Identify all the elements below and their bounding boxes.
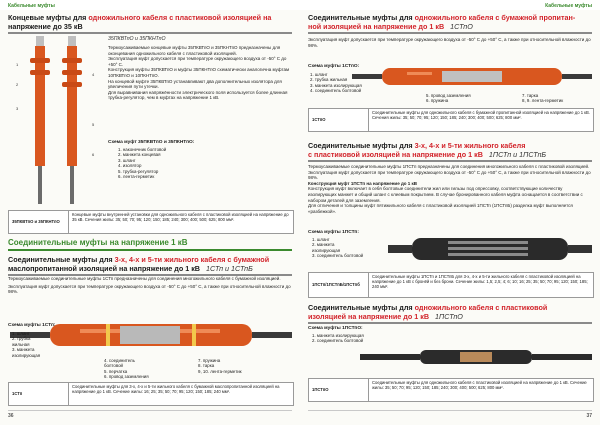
- legend-item: 3. шланг: [118, 157, 136, 163]
- title-highlight: одножильного кабеля с бумажной пропитан-: [414, 13, 576, 22]
- infobox-text: Соединительные муфты 1ПСТп и 1ПСТпБ для 3-х, 4-х и 5-ти жильного кабеля с пластиковой изоляцией на напряжение до 1 кВ с бронёй и без брони. Сечение жилы: 1,5; 2,5; 4; 6; 10; 16; 25; 35; 50; 70; 95; 120; 150; 185; 240 мм².: [372, 274, 588, 290]
- legend-item: 7. тарка: [522, 93, 539, 98]
- left-s2-legend-a: [12, 331, 40, 358]
- cable-end: [562, 74, 592, 79]
- right-s2-legend: [312, 237, 363, 259]
- left-s2-text: [8, 276, 292, 295]
- legend-item: 4. изолятор: [118, 163, 142, 169]
- right-section1-title: [308, 14, 592, 34]
- title-highlight: 3-х, 4-х и 5-ти жильного кабеля с бумажной: [114, 255, 270, 264]
- title-part: Соединительные муфты для: [308, 13, 415, 22]
- cable-end: [388, 245, 412, 253]
- paragraph: Конструкция муфт включает в себя болтовые соединители жил или гильзы под опрессовку, соответствующие количеству изолирующих манжет и общий шланг с клеевым покрытием. В случае бронированного кабеля муфта оснащается в соответствии с набором деталей для заземления.: [308, 186, 583, 203]
- legend-item: 9, 10. лента-герметик: [198, 368, 242, 374]
- legend-item: 5. перчатка: [104, 368, 128, 374]
- right-brand: Кабельные муфты: [545, 3, 592, 9]
- left-s2-infobox: [8, 382, 294, 406]
- title-part: Соединительные муфты для: [8, 255, 115, 264]
- skirt: [30, 70, 50, 75]
- legend-item: 1. наконечник болтовой: [118, 147, 167, 152]
- title-part: напряжение до 35 кВ: [8, 21, 83, 31]
- sealant-band: [192, 324, 196, 346]
- paragraph: Для отличения и толщины муфт пятижильного кабеля с пластиковой изоляцией 1ПСТп (1ПСТпБ) разделка муфт выполняется «разбежкой».: [308, 203, 573, 214]
- infobox-label: 1ПСТп/1ПСТпБ/1ПСТпб: [309, 273, 369, 297]
- joint-1pstpo-image: [360, 346, 592, 368]
- left-footer-line: [8, 410, 292, 411]
- right-s1-infobox: [308, 108, 594, 132]
- right-s1-scheme-caption: Схема муфты 1СТпО:: [308, 64, 360, 69]
- section-model: 1ПСТпО: [435, 311, 463, 321]
- body-right: [67, 46, 77, 166]
- legend-item: 5. трубка-регулятор: [118, 168, 159, 174]
- legend-item: 2. трубка жильная: [310, 77, 348, 83]
- legend-item: 2. трубка: [12, 336, 31, 342]
- paragraph: Эксплуатация муфт допускается при температуре окружающего воздуха от -50° С до +50° С, а также при относительной влажности до 98%.: [8, 283, 291, 295]
- paragraph: Конструкция муфты 35ПКВТпО и муфты 35ПКНТпО схематически аналогична муфтам 10ПКВТпО и 10ПКНТпО.: [108, 67, 290, 78]
- right-section2-title: [308, 142, 592, 162]
- paragraph: Термоусаживаемые концевые муфты 35ПКВТпО и 35ПКНТпО предназначены для оконцевания одножильного кабеля с пластиковой изоляцией.: [108, 45, 281, 56]
- svg-text:5: 5: [92, 122, 95, 127]
- legend-item: 7. пружина: [198, 358, 221, 363]
- right-s1-legend-c: [522, 93, 563, 104]
- legend-item: 2. манжета концевая: [118, 152, 161, 158]
- skirt: [62, 70, 82, 75]
- joint-1pstp-image: [388, 230, 592, 268]
- legend-item: 2. манжета: [312, 242, 335, 248]
- legend-item: 1. шланг: [12, 331, 30, 336]
- right-s1-legend-a: [310, 72, 362, 94]
- paragraph: Термоусаживаемые соединительные муфты 1СТп предназначены для соединения многожильного кабеля с бумажной изоляцией.: [8, 276, 281, 281]
- svg-text:1: 1: [16, 62, 19, 67]
- lug-left: [36, 36, 44, 46]
- skirt: [62, 82, 82, 87]
- title-highlight: ной изоляцией на напряжение до 1 кВ: [308, 21, 445, 31]
- infobox-text: Соединительные муфты для одножильного кабеля с пластиковой изоляцией на напряжение до 1 кВ. Сечение жилы: 35; 50; 70; 95; 120; 150; 185; 240; 300; 400; 500; 625; 800 мм².: [372, 380, 587, 391]
- legend-item: 8, 9. лента-герметик: [522, 98, 564, 104]
- left-page-number: 36: [8, 413, 14, 419]
- skirt: [30, 58, 50, 63]
- termination-kit-image: [12, 36, 104, 206]
- title-highlight: с пластиковой изоляцией на напряжение до 1 кВ: [308, 149, 483, 159]
- legend-item: болтовой: [104, 363, 124, 369]
- svg-text:3: 3: [16, 106, 19, 111]
- infobox-label: 1ПСТпО: [309, 379, 369, 401]
- legend-item: 6. провод заземления: [104, 374, 149, 380]
- right-s2-scheme-caption: Схема муфты 1ПСТп:: [308, 230, 359, 235]
- green-divider: [8, 249, 292, 251]
- right-s3-scheme-caption: Схема муфты 1ПСТпО:: [308, 326, 363, 331]
- left-section1-title: [8, 14, 292, 34]
- section-model: 1СТпО: [450, 21, 473, 31]
- right-s3-legend: [312, 333, 364, 344]
- legend-item: 3. манжета: [12, 347, 35, 353]
- legend-item: изолирующая: [12, 352, 41, 358]
- sealant-band: [106, 324, 110, 346]
- paragraph: Термоусаживаемые соединительные муфты 1ПСТп предназначены для соединения многожильного кабеля с пластиковой изоляцией. Эксплуатация муфт допускается при температуре окружающего воздуха от -50° С до +50° С, а также при относительной влажности до 98%.: [308, 164, 591, 181]
- skirt: [62, 58, 82, 63]
- legend-item: 6. лента-герметик: [118, 174, 155, 180]
- left-green-heading: Соединительные муфты на напряжение 1 кВ: [8, 238, 188, 247]
- paragraph: Для выравнивания напряжённости электрического поля используется более длинная трубка-регулятор, чем в муфтах на напряжение 1 кВ.: [108, 89, 288, 101]
- title-highlight: одножильного кабеля с пластиковой: [414, 303, 548, 312]
- title-part: Соединительные муфты для: [308, 141, 415, 150]
- left-section2-title: [8, 256, 292, 276]
- connector-zone: [120, 326, 180, 344]
- joint-1ctpo-image: [352, 62, 592, 92]
- cable-left: [38, 166, 42, 204]
- cable-right: [70, 166, 74, 204]
- left-s1-model: 35ПКВТпО и 35ПКНТпО: [108, 36, 166, 42]
- infobox-label: 1СТп: [9, 383, 69, 405]
- legend-item: 8. тарка: [198, 363, 215, 369]
- title-part: маслопропитанной изоляцией на напряжение до 1 кВ: [8, 263, 200, 273]
- left-s1-legend: [118, 147, 166, 179]
- legend-item: 1. шланг: [310, 72, 328, 77]
- right-s2-text: [308, 164, 592, 214]
- title-highlight: изоляцией на напряжение до 1 кВ: [308, 311, 430, 321]
- core-line: [448, 241, 528, 244]
- right-s3-infobox: [308, 378, 594, 402]
- connector-zone: [460, 352, 492, 362]
- left-s2-legend-b: [104, 358, 149, 380]
- svg-text:2: 2: [16, 82, 19, 87]
- joint-1ctp-image: [10, 312, 292, 358]
- svg-text:6: 6: [92, 152, 95, 157]
- right-s1-text: Эксплуатация муфт допускается при температуре окружающего воздуха от -50° С до +50° С, а также при относительной влажности до 98%.: [308, 37, 591, 48]
- cable-end: [252, 332, 292, 338]
- lug-right: [68, 36, 76, 46]
- infobox-label: 1СТпО: [309, 109, 369, 131]
- left-s1-scheme-caption: Схема муфт 35ПКВТпО и 35ПКНТпО:: [108, 140, 195, 145]
- left-brand: Кабельные муфты: [8, 3, 55, 9]
- legend-item: 1. шланг: [312, 237, 330, 242]
- legend-item: 5. провод заземления: [426, 93, 471, 98]
- cable-end: [532, 354, 592, 360]
- cable-end: [568, 245, 592, 253]
- legend-item: 3. манжета изолирующая: [310, 82, 362, 88]
- legend-item: 1. манжета изолирующая: [312, 333, 364, 338]
- paragraph: Эксплуатация муфт допускается при температуре окружающего воздуха от -50° С до +50° С.: [108, 56, 287, 67]
- title-highlight: одножильного кабеля с пластиковой изоляцией на: [88, 13, 272, 22]
- right-s2-infobox: [308, 272, 594, 298]
- body-left: [35, 46, 45, 166]
- joint-highlight: [407, 72, 432, 75]
- legend-item: изолирующая: [312, 247, 341, 253]
- left-s2-scheme-caption: Схема муфты 1СТп:: [8, 323, 56, 328]
- title-part: Концевые муфты для: [8, 13, 89, 22]
- right-page-number: 37: [586, 413, 592, 419]
- core-line: [448, 253, 528, 256]
- infobox-text: Концевые муфты внутренней установки для одножильного кабеля с пластиковой изоляцией на напряжение до 35 кВ. Сечения жилы: 35; 50; 70; 95; 120; 150; 185; 240; 300; 400; 500; 625; 800 мм².: [72, 212, 289, 223]
- core-line: [448, 247, 528, 250]
- svg-text:4: 4: [92, 72, 95, 77]
- left-s1-infobox: [8, 210, 294, 234]
- connector-zone: [442, 71, 502, 82]
- infobox-text: Соединительные муфты для 3-х, 4-х и 5-ти жильного кабеля с бумажной маслопропитанной изоляцией на напряжение до 1 кВ. Сечение жилы: 16; 25; 35; 50; 70; 95; 120; 150; 185; 240 мм².: [72, 384, 280, 395]
- left-s1-text: [108, 45, 294, 101]
- section-model: 1СТп и 1СТпБ: [206, 263, 253, 273]
- legend-item: 3. соединитель болтовой: [312, 253, 364, 259]
- right-section3-title: [308, 304, 592, 324]
- right-page: [300, 0, 600, 425]
- legend-item: 4. соединитель: [104, 358, 135, 363]
- paragraph: Конструкция муфт 1ПСТп на напряжение до 1 кВ: [308, 180, 418, 186]
- legend-item: жильная: [12, 341, 30, 347]
- section-model: 1ПСТп и 1ПСТпБ: [488, 149, 547, 159]
- legend-item: 6. пружина: [426, 98, 449, 104]
- legend-item: 4. соединитель болтовой: [310, 88, 362, 94]
- left-s2-legend-c: [198, 358, 242, 374]
- title-part: Соединительные муфты для: [308, 303, 415, 312]
- infobox-text: Соединительные муфты для одножильного кабеля с бумажной пропитанной изоляцией на напряжение до 1 кВ. Сечения жилы: 35; 50; 70; 95; 120; 150; 185; 240; 300; 400; 500; 625; 800 мм².: [372, 110, 590, 121]
- right-footer-line: [308, 410, 592, 411]
- right-s1-legend-b: [426, 93, 471, 104]
- legend-item: 2. соединитель болтовой: [312, 338, 364, 344]
- title-highlight: 3-х, 4-х и 5-ти жильного кабеля: [414, 141, 526, 150]
- paragraph: На концевой муфте 35ПКВТпО устанавливают два дополнительных изолятора для увеличения пути утечки.: [108, 78, 282, 90]
- cable-end: [360, 354, 420, 360]
- infobox-label: 35ПКВТпО и 35ПКНТпО: [9, 211, 69, 233]
